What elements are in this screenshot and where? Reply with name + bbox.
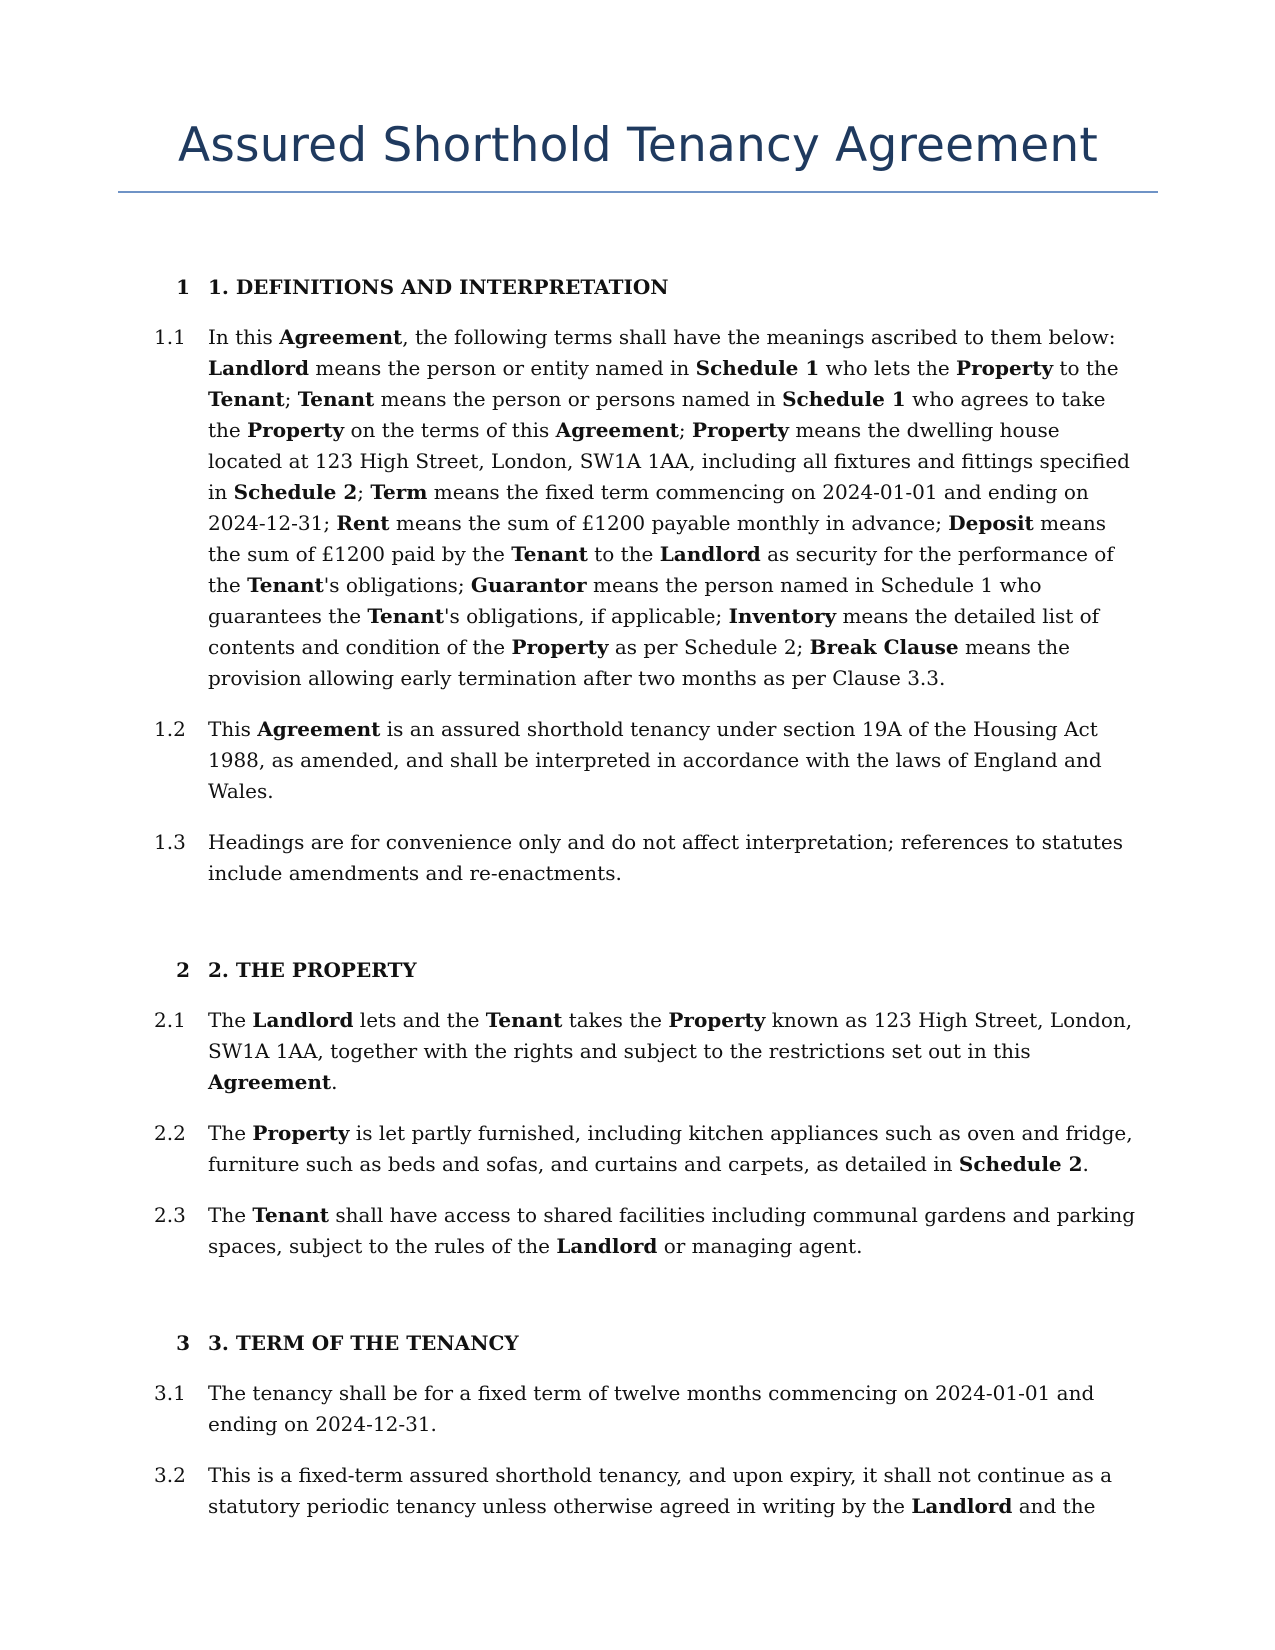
clause-text <box>208 1378 1140 1440</box>
defined-term: Agreement <box>208 1070 332 1094</box>
clause-2-2 <box>150 1118 1140 1180</box>
defined-term: Landlord <box>252 1008 354 1032</box>
clause-number: 1.1 <box>154 325 186 349</box>
clause-3-2 <box>150 1460 1140 1522</box>
clause-run: means the sum of £1200 paid by the <box>208 511 1107 566</box>
clause-3-1 <box>150 1378 1140 1440</box>
section-number: 1 <box>176 275 190 299</box>
section-title: 1. DEFINITIONS AND INTERPRETATION <box>208 275 669 299</box>
clause-run: ; <box>284 387 298 411</box>
defined-term: Property <box>956 356 1054 380</box>
defined-term: Tenant <box>252 1203 330 1227</box>
clause-text <box>208 827 1140 889</box>
section-title: 2. THE PROPERTY <box>208 958 417 982</box>
defined-term: Tenant <box>485 1008 563 1032</box>
defined-term: Property <box>668 1008 766 1032</box>
clause-run: or managing agent. <box>657 1234 863 1258</box>
clause-run: , the following terms shall have the meanings ascribed to them below: <box>402 325 1116 349</box>
clause-run: who lets the <box>819 356 957 380</box>
clause-run: means the person or entity named in <box>309 356 696 380</box>
clause-run: means the sum of £1200 payable monthly in advance; <box>389 511 949 535</box>
defined-term: Agreement <box>555 418 679 442</box>
clause-number: 1.3 <box>154 830 186 854</box>
clause-run: ; <box>357 480 371 504</box>
section-1 <box>150 272 1140 889</box>
clause-2-1 <box>150 1005 1140 1098</box>
defined-term: Tenant <box>511 542 588 566</box>
clause-text <box>208 322 1140 694</box>
clause-number: 3.1 <box>154 1381 186 1405</box>
clause-run: is an assured shorthold tenancy under section 19A of the Housing Act 1988, as amended, and shall be interpreted in accordance with the laws of England and Wales. <box>208 717 1102 803</box>
clause-1-3 <box>150 827 1140 889</box>
clause-run: to the <box>587 542 660 566</box>
clause-number: 3.2 <box>154 1463 186 1487</box>
clause-text <box>208 1460 1140 1522</box>
clause-run: means the provision allowing early termination after two months as per Clause 3.3. <box>208 635 1070 690</box>
clause-run: lets and the <box>353 1008 486 1032</box>
clause-run: means the fixed term commencing on 2024-01-01 and ending on 2024-12-31; <box>208 480 1089 535</box>
clause-run: means the person named in Schedule 1 who guarantees the <box>208 573 1042 628</box>
clause-run: The <box>208 1121 253 1145</box>
title-underline <box>118 191 1158 193</box>
document-body <box>150 272 1140 1588</box>
clause-number: 2.1 <box>154 1008 186 1032</box>
clause-run: Headings are for convenience only and do not affect interpretation; references to statutes include amendments and re-enactments. <box>208 830 1124 885</box>
clause-run: shall have access to shared facilities including communal gardens and parking spaces, subject to the rules of the <box>208 1203 1136 1258</box>
clause-number: 2.3 <box>154 1203 186 1227</box>
defined-term: Tenant <box>297 387 375 411</box>
clause-run: . <box>1082 1152 1089 1176</box>
clause-number: 1.2 <box>154 717 186 741</box>
defined-term: Guarantor <box>470 573 587 597</box>
defined-term: Tenant <box>367 604 445 628</box>
clause-run: means the dwelling house located at 123 High Street, London, SW1A 1AA, including all fixtures and fittings specified in <box>208 418 1130 504</box>
defined-term: Property <box>691 418 789 442</box>
clause-run: The tenancy shall be for a fixed term of twelve months commencing on 2024-01-01 and ending on 2024-12-31. <box>208 1381 1095 1436</box>
defined-term: Tenant <box>247 573 324 597</box>
clause-1-2 <box>150 714 1140 807</box>
defined-term: Landlord <box>911 1494 1013 1518</box>
defined-term: Schedule 2 <box>233 480 358 504</box>
clause-run: This is a fixed-term assured shorthold tenancy, and upon expiry, it shall not continue as a statutory periodic tenancy unless otherwise agreed in writing by the <box>208 1463 1113 1518</box>
clause-run: on the terms of this <box>344 418 556 442</box>
clause-text <box>208 714 1140 807</box>
clause-text <box>208 1118 1140 1180</box>
clause-run: to the <box>1053 356 1119 380</box>
defined-term: Landlord <box>208 356 310 380</box>
clause-1-1 <box>150 322 1140 694</box>
defined-term: Deposit <box>948 511 1034 535</box>
section-heading <box>150 1328 1140 1359</box>
section-2 <box>150 955 1140 1262</box>
document-title: Assured Shorthold Tenancy Agreement <box>177 118 1099 173</box>
clause-run: ; <box>678 418 692 442</box>
clause-run: . <box>331 1070 338 1094</box>
clause-run: The <box>208 1008 253 1032</box>
clause-run: takes the <box>562 1008 669 1032</box>
clause-run: who agrees to take the <box>208 387 1106 442</box>
defined-term: Term <box>370 480 428 504</box>
defined-term: Schedule 1 <box>695 356 820 380</box>
clause-run: is let partly furnished, including kitchen appliances such as oven and fridge, furniture such as beds and sofas, and curtains and carpets, as detailed in <box>208 1121 1133 1176</box>
clause-number: 2.2 <box>154 1121 186 1145</box>
clause-run: means the detailed list of contents and condition of the <box>208 604 1100 659</box>
defined-term: Schedule 2 <box>958 1152 1083 1176</box>
clause-run: as per Schedule 2; <box>608 635 810 659</box>
clause-run: In this <box>208 325 280 349</box>
defined-term: Landlord <box>556 1234 658 1258</box>
section-number: 3 <box>176 1331 190 1355</box>
section-heading <box>150 955 1140 986</box>
clause-text <box>208 1005 1140 1098</box>
defined-term: Rent <box>336 511 390 535</box>
section-3 <box>150 1328 1140 1522</box>
defined-term: Agreement <box>279 325 403 349</box>
clause-run: and the <box>1012 1494 1096 1518</box>
defined-term: Break Clause <box>809 635 959 659</box>
defined-term: Schedule 1 <box>782 387 906 411</box>
clause-run: means the person or persons named in <box>374 387 783 411</box>
defined-term: Property <box>511 635 609 659</box>
defined-term: Inventory <box>728 604 837 628</box>
section-heading <box>150 272 1140 303</box>
clause-run: 's obligations; <box>323 573 471 597</box>
section-title: 3. TERM OF THE TENANCY <box>208 1331 519 1355</box>
defined-term: Property <box>247 418 345 442</box>
clause-2-3 <box>150 1200 1140 1262</box>
defined-term: Property <box>252 1121 350 1145</box>
section-number: 2 <box>176 958 190 982</box>
defined-term: Tenant <box>208 387 285 411</box>
clause-run: known as 123 High Street, London, SW1A 1AA, together with the rights and subject to the restrictions set out in this <box>208 1008 1133 1063</box>
clause-text <box>208 1200 1140 1262</box>
clause-run: The <box>208 1203 253 1227</box>
clause-run: 's obligations, if applicable; <box>444 604 729 628</box>
clause-run: This <box>208 717 258 741</box>
defined-term: Agreement <box>257 717 381 741</box>
defined-term: Landlord <box>659 542 761 566</box>
clause-run: as security for the performance of the <box>208 542 1114 597</box>
